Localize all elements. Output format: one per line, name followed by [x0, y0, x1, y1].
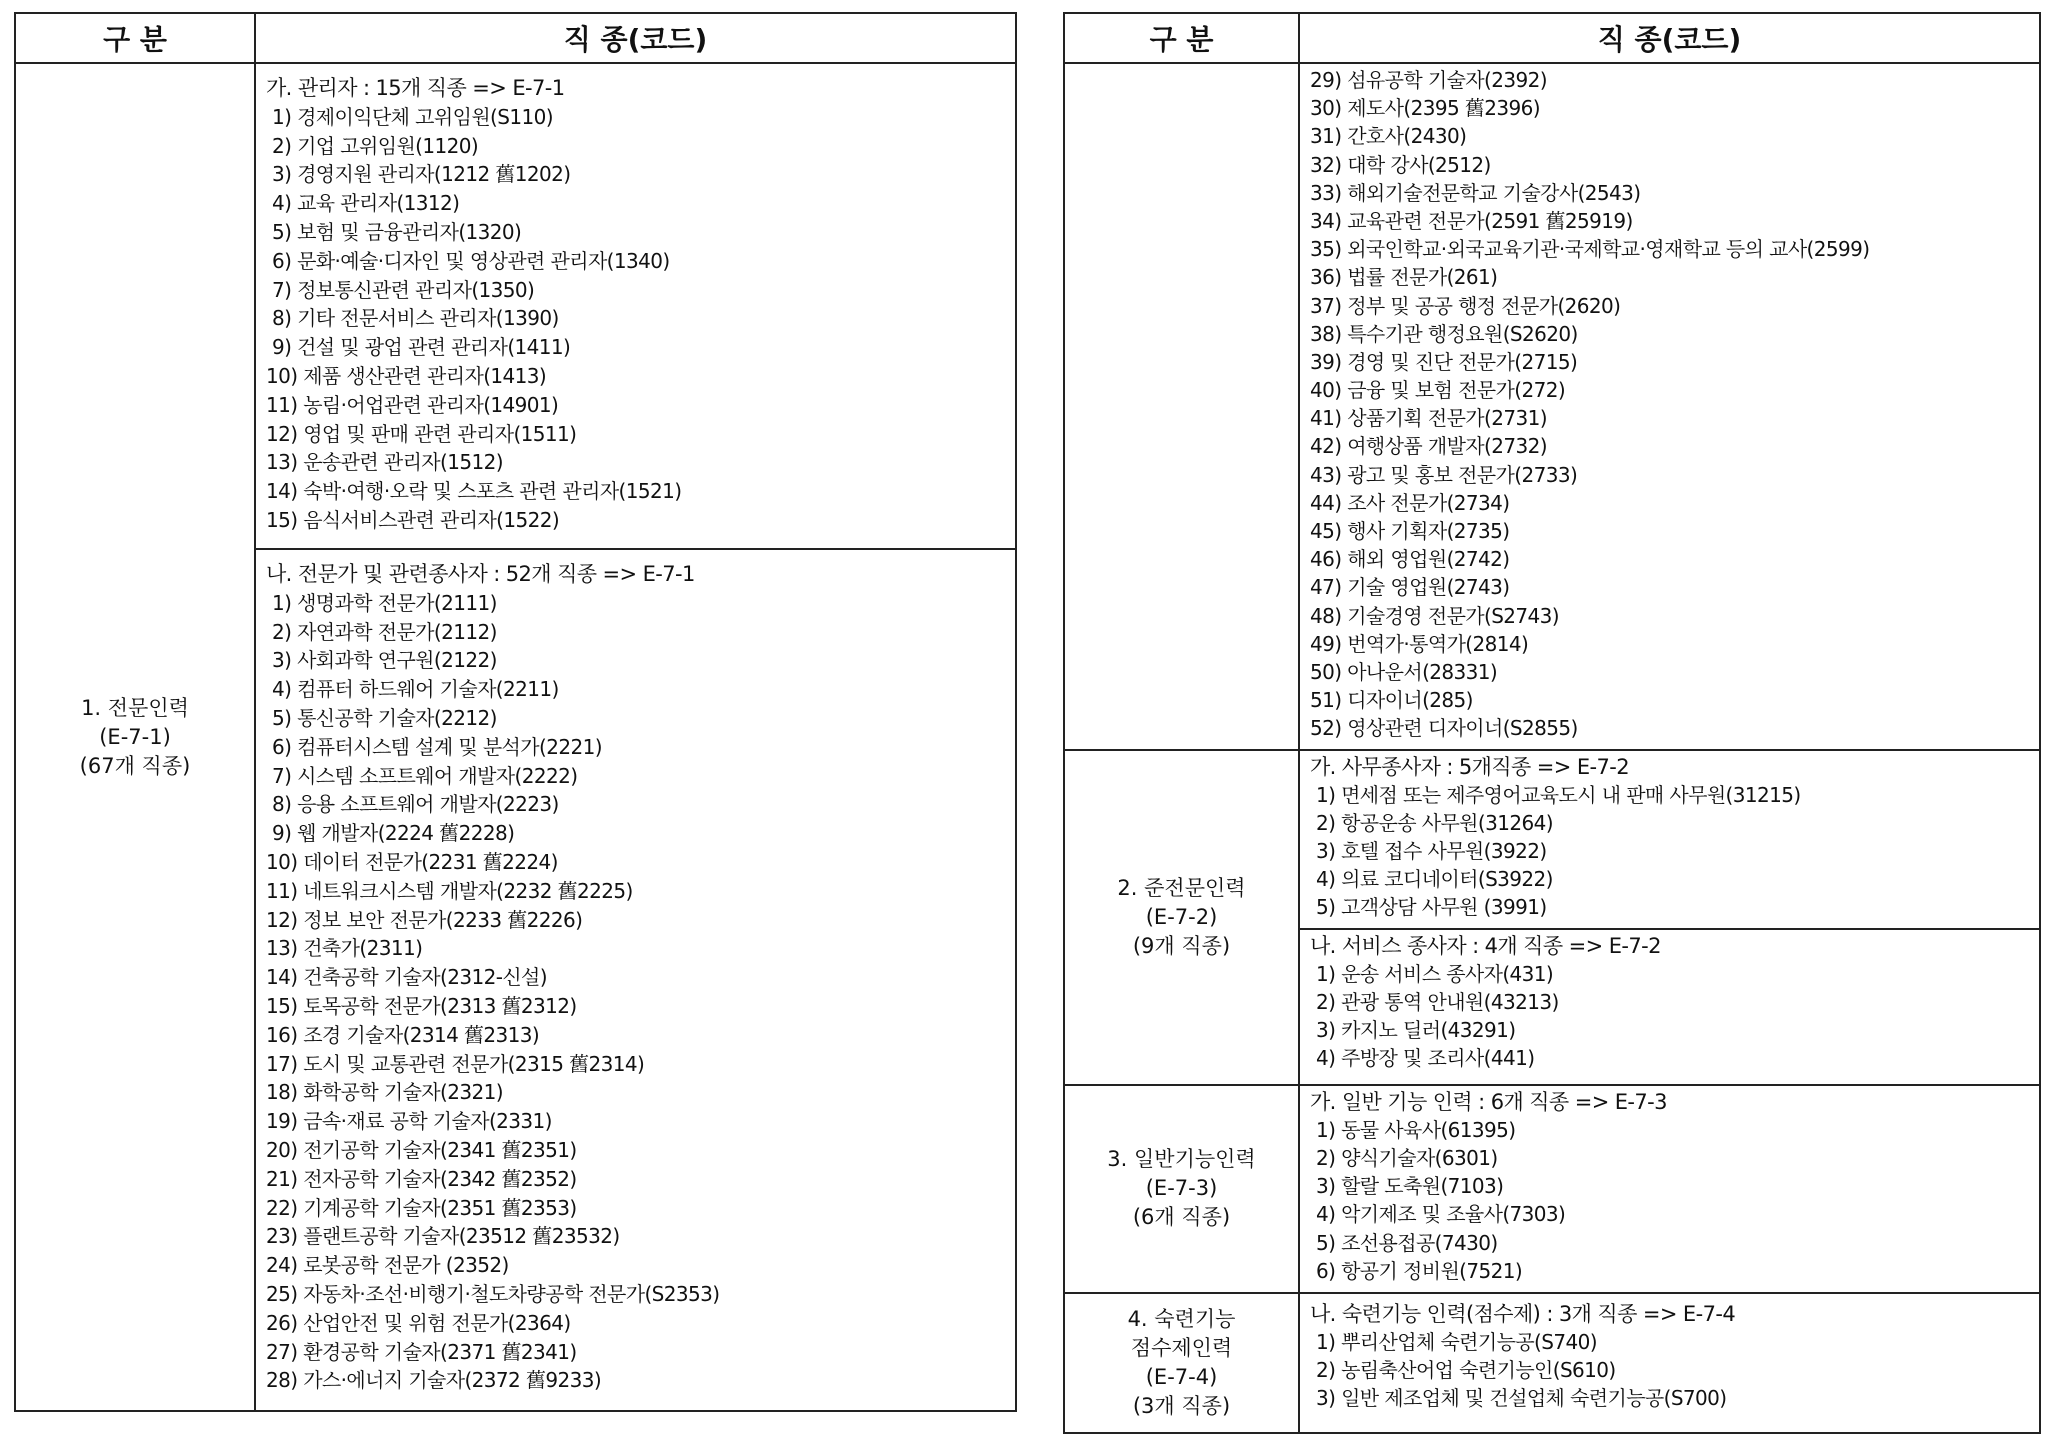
category-code: (E-7-4) [1145, 1364, 1218, 1389]
list-item: 23) 플랜트공학 기술자(23512 舊23532) [266, 1224, 620, 1249]
list-item: 44) 조사 전문가(2734) [1310, 490, 1510, 515]
list-item: 1) 경제이익단체 고위임원(S110) [272, 104, 553, 129]
list-item: 13) 운송관련 관리자(1512) [266, 450, 503, 475]
category-count: (6개 직종) [1132, 1205, 1231, 1230]
list-item: 3) 사회과학 연구원(2122) [272, 648, 497, 673]
job-type-header: 직 종(코드) [1299, 13, 2040, 63]
category-cell-professional [15, 63, 255, 1411]
list-item: 10) 제품 생산관련 관리자(1413) [266, 363, 547, 388]
category-count: (9개 직종) [1132, 933, 1231, 958]
category-title: 4. 숙련기능 [1127, 1306, 1236, 1331]
list-item: 14) 숙박·여행·오락 및 스포츠 관련 관리자(1521) [266, 479, 682, 504]
category-title: 2. 준전문인력 [1117, 875, 1246, 900]
list-item: 4) 컴퓨터 하드웨어 기술자(2211) [272, 677, 559, 702]
list-item: 18) 화학공학 기술자(2321) [266, 1080, 503, 1105]
section-heading: 가. 관리자 : 15개 직종 => E-7-1 [266, 76, 565, 100]
list-item: 22) 기계공학 기술자(2351 舊2353) [266, 1195, 577, 1220]
list-item: 9) 웹 개발자(2224 舊2228) [272, 821, 515, 846]
list-item: 19) 금속·재료 공학 기술자(2331) [266, 1109, 552, 1134]
list-item: 1) 면세점 또는 제주영어교육도시 내 판매 사무원(31215) [1316, 782, 1801, 807]
list-item: 6) 문화·예술·디자인 및 영상관련 관리자(1340) [272, 248, 670, 273]
category-count: (67개 직종) [79, 753, 191, 778]
table-row [1064, 1085, 2040, 1293]
list-item: 17) 도시 및 교통관련 전문가(2315 舊2314) [266, 1051, 645, 1076]
table-row [1064, 63, 2040, 750]
list-item: 7) 정보통신관련 관리자(1350) [272, 277, 535, 302]
right-table [1063, 12, 2041, 1434]
category-subtitle: 점수제인력 [1130, 1335, 1233, 1360]
list-item: 28) 가스·에너지 기술자(2372 舊9233) [266, 1368, 602, 1393]
list-item: 14) 건축공학 기술자(2312-신설) [266, 965, 547, 990]
list-item: 2) 기업 고위임원(1120) [272, 133, 479, 158]
list-item: 31) 간호사(2430) [1310, 124, 1467, 149]
list-item: 27) 환경공학 기술자(2371 舊2341) [266, 1339, 577, 1364]
list-item: 12) 정보 보안 전문가(2233 舊2226) [266, 907, 583, 932]
service-cell [1299, 929, 2040, 1085]
list-item: 36) 법률 전문가(261) [1310, 265, 1498, 290]
header-row [1064, 13, 2040, 63]
list-item: 47) 기술 영업원(2743) [1310, 575, 1510, 600]
list-item: 3) 호텔 접수 사무원(3922) [1316, 839, 1547, 864]
category-header: 구 분 [15, 13, 255, 63]
professionals-cont-cell [1299, 63, 2040, 750]
section-heading: 가. 일반 기능 인력 : 6개 직종 => E-7-3 [1310, 1089, 1667, 1114]
list-item: 8) 응용 소프트웨어 개발자(2223) [272, 792, 559, 817]
list-item: 1) 운송 서비스 종사자(431) [1316, 961, 1554, 986]
list-item: 2) 농림축산어업 숙련기능인(S610) [1316, 1358, 1616, 1382]
list-item: 34) 교육관련 전문가(2591 舊25919) [1310, 208, 1633, 233]
header-row [15, 13, 1016, 63]
list-item: 45) 행사 기획자(2735) [1310, 519, 1510, 543]
list-item: 32) 대학 강사(2512) [1310, 152, 1491, 177]
category-cell-general-skilled [1064, 1085, 1299, 1293]
list-item: 24) 로봇공학 전문가 (2352) [266, 1253, 509, 1278]
list-item: 2) 항공운송 사무원(31264) [1316, 810, 1553, 835]
list-item: 1) 동물 사육사(61395) [1316, 1117, 1516, 1142]
list-item: 49) 번역가·통역가(2814) [1310, 631, 1529, 656]
list-item: 15) 음식서비스관련 관리자(1522) [266, 507, 560, 532]
list-item: 48) 기술경영 전문가(S2743) [1310, 603, 1560, 628]
list-item: 5) 고객상담 사무원 (3991) [1316, 895, 1547, 920]
list-item: 4) 악기제조 및 조율사(7303) [1316, 1202, 1566, 1227]
list-item: 37) 정부 및 공공 행정 전문가(2620) [1310, 293, 1621, 318]
list-item: 25) 자동차·조선·비행기·철도차량공학 전문가(S2353) [266, 1281, 720, 1306]
list-item: 13) 건축가(2311) [266, 936, 423, 961]
list-item: 46) 해외 영업원(2742) [1310, 547, 1510, 572]
category-code: (E-7-1) [99, 724, 171, 749]
list-item: 4) 의료 코디네이터(S3922) [1316, 867, 1553, 892]
list-item: 2) 관광 통역 안내원(43213) [1316, 990, 1559, 1014]
list-item: 12) 영업 및 판매 관련 관리자(1511) [266, 421, 577, 446]
section-heading: 나. 서비스 종사자 : 4개 직종 => E-7-2 [1310, 933, 1661, 958]
list-item: 41) 상품기획 전문가(2731) [1310, 406, 1547, 431]
category-code: (E-7-2) [1145, 904, 1218, 929]
list-item: 40) 금융 및 보험 전문가(272) [1310, 378, 1566, 403]
section-heading: 나. 전문가 및 관련종사자 : 52개 직종 => E-7-1 [266, 562, 695, 586]
professionals-cell [255, 549, 1016, 1411]
list-item: 2) 자연과학 전문가(2112) [272, 619, 497, 644]
list-item: 6) 항공기 정비원(7521) [1316, 1258, 1523, 1283]
list-item: 51) 디자이너(285) [1310, 688, 1473, 713]
left-table [14, 12, 1017, 1412]
list-item: 20) 전기공학 기술자(2341 舊2351) [266, 1137, 577, 1162]
section-heading: 가. 사무종사자 : 5개직종 => E-7-2 [1310, 754, 1629, 779]
managers-cell [255, 63, 1016, 549]
category-cell-continued [1064, 63, 1299, 750]
list-item: 39) 경영 및 진단 전문가(2715) [1310, 349, 1578, 374]
list-item: 35) 외국인학교·외국교육기관·국제학교·영재학교 등의 교사(2599) [1310, 237, 1870, 262]
list-item: 43) 광고 및 홍보 전문가(2733) [1310, 462, 1578, 487]
category-cell-semi-professional [1064, 750, 1299, 1085]
category-count: (3개 직종) [1132, 1393, 1231, 1418]
office-cell [1299, 750, 2040, 929]
list-item: 1) 뿌리산업체 숙련기능공(S740) [1316, 1329, 1597, 1354]
list-item: 5) 조선용접공(7430) [1316, 1230, 1498, 1255]
list-item: 9) 건설 및 광업 관련 관리자(1411) [272, 335, 571, 360]
list-item: 16) 조경 기술자(2314 舊2313) [266, 1022, 540, 1047]
section-heading: 나. 숙련기능 인력(점수제) : 3개 직종 => E-7-4 [1310, 1301, 1736, 1326]
list-item: 11) 농림·어업관련 관리자(14901) [266, 392, 559, 417]
list-item: 5) 통신공학 기술자(2212) [272, 705, 497, 730]
table-row [1064, 750, 2040, 929]
list-item: 15) 토목공학 전문가(2313 舊2312) [266, 993, 577, 1018]
list-item: 6) 컴퓨터시스템 설계 및 분석가(2221) [272, 734, 602, 759]
general-skilled-cell [1299, 1085, 2040, 1293]
list-item: 38) 특수기관 행정요원(S2620) [1310, 321, 1578, 346]
list-item: 2) 양식기술자(6301) [1316, 1146, 1498, 1170]
list-item: 10) 데이터 전문가(2231 舊2224) [266, 849, 558, 874]
list-item: 3) 경영지원 관리자(1212 舊1202) [272, 162, 571, 187]
table-row [15, 63, 1016, 549]
list-item: 52) 영상관련 디자이너(S2855) [1310, 716, 1578, 741]
list-item: 8) 기타 전문서비스 관리자(1390) [272, 306, 559, 331]
list-item: 21) 전자공학 기술자(2342 舊2352) [266, 1166, 577, 1191]
list-item: 4) 교육 관리자(1312) [272, 191, 460, 216]
list-item: 3) 할랄 도축원(7103) [1316, 1174, 1504, 1199]
category-header: 구 분 [1064, 13, 1299, 63]
list-item: 33) 해외기술전문학교 기술강사(2543) [1310, 180, 1641, 205]
list-item: 1) 생명과학 전문가(2111) [272, 590, 497, 615]
list-item: 42) 여행상품 개발자(2732) [1310, 434, 1547, 459]
list-item: 11) 네트워크시스템 개발자(2232 舊2225) [266, 878, 633, 903]
skilled-points-cell [1299, 1293, 2040, 1433]
list-item: 29) 섬유공학 기술자(2392) [1310, 68, 1547, 92]
list-item: 50) 아나운서(28331) [1310, 659, 1498, 684]
category-title: 3. 일반기능인력 [1107, 1147, 1256, 1172]
category-code: (E-7-3) [1145, 1176, 1218, 1201]
list-item: 3) 일반 제조업체 및 건설업체 숙련기능공(S700) [1316, 1386, 1727, 1411]
list-item: 26) 산업안전 및 위험 전문가(2364) [266, 1310, 571, 1335]
job-type-header: 직 종(코드) [255, 13, 1016, 63]
list-item: 30) 제도사(2395 舊2396) [1310, 96, 1540, 121]
category-cell-skilled-points [1064, 1293, 1299, 1433]
list-item: 5) 보험 및 금융관리자(1320) [272, 219, 522, 244]
list-item: 4) 주방장 및 조리사(441) [1316, 1046, 1535, 1071]
table-row [1064, 1293, 2040, 1433]
list-item: 7) 시스템 소프트웨어 개발자(2222) [272, 763, 578, 788]
list-item: 3) 카지노 딜러(43291) [1316, 1018, 1516, 1043]
category-title: 1. 전문인력 [81, 695, 189, 720]
